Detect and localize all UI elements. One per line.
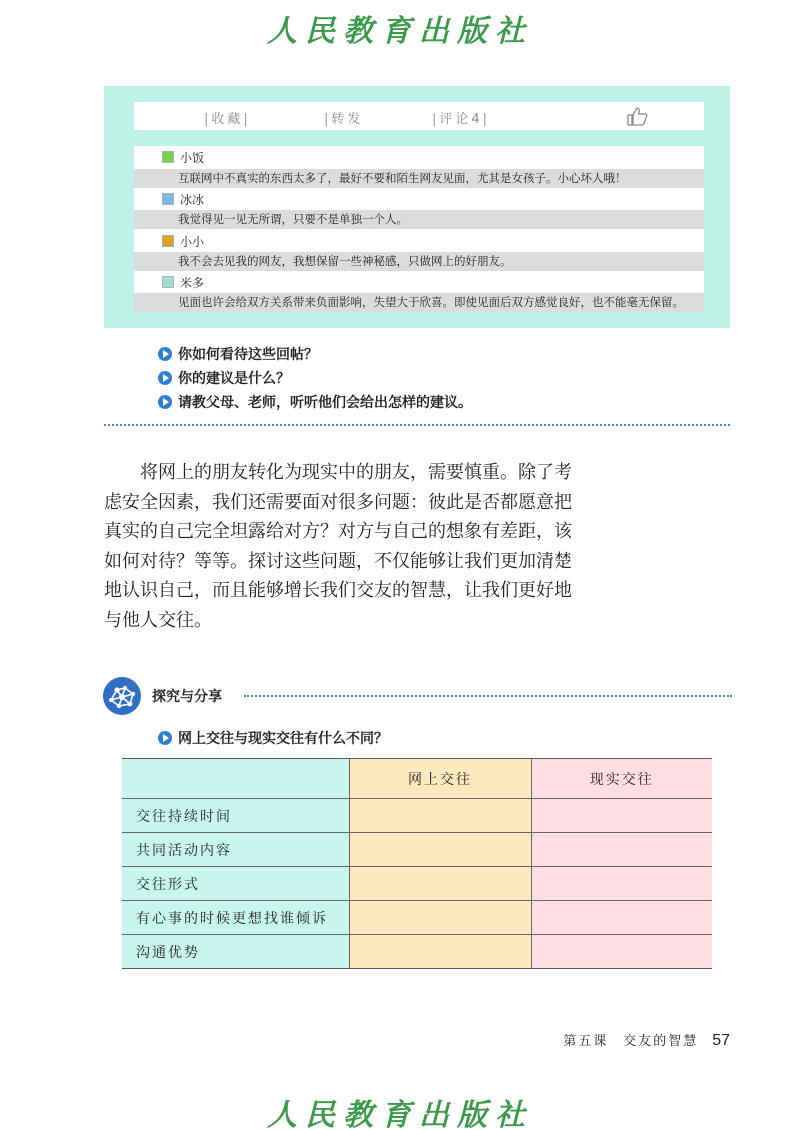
page-footer bbox=[563, 1030, 730, 1050]
table-cell-online[interactable] bbox=[349, 799, 531, 833]
table-cell-offline[interactable] bbox=[531, 799, 712, 833]
publisher-logo-bottom: 人民教育出版社 bbox=[267, 1098, 533, 1130]
body-paragraph: 将网上的朋友转化为现实中的朋友，需要慎重。除了考虑安全因素，我们还需要面对很多问题：彼此是否都愿意把真实的自己完全坦露给对方？对方与自己的想象有差距，该如何对待？等等。探讨这些问题，不仅能够让我们更加清楚地认识自己，而且能够增长我们交友的智慧，让我们更好地与他人交往。 bbox=[104, 462, 572, 631]
table-row bbox=[122, 799, 712, 833]
table-row-label: 交往形式 bbox=[122, 867, 349, 901]
comment-text: 我觉得见一见无所谓，只要不是单独一个人。 bbox=[134, 210, 704, 229]
table-row-label: 有心事的时候更想找谁倾诉 bbox=[122, 901, 349, 935]
table-header-cell bbox=[122, 759, 349, 799]
thumbs-up-icon[interactable] bbox=[626, 106, 648, 126]
arrow-bullet-icon bbox=[158, 371, 172, 385]
table-row bbox=[122, 901, 712, 935]
comparison-table bbox=[122, 758, 712, 969]
table-cell-online[interactable] bbox=[349, 867, 531, 901]
arrow-bullet-icon bbox=[158, 395, 172, 409]
comment-user: 冰冰 bbox=[162, 190, 204, 208]
avatar bbox=[162, 235, 174, 247]
table-cell-offline[interactable] bbox=[531, 935, 712, 969]
comment-user: 小饭 bbox=[162, 148, 204, 166]
arrow-bullet-icon bbox=[158, 731, 172, 745]
publisher-logo-top: 人民教育出版社 bbox=[267, 14, 533, 49]
comment-text: 见面也许会给双方关系带来负面影响，失望大于欣喜。即使见面后双方感觉良好，也不能毫无保留。 bbox=[134, 293, 704, 312]
question-item: 你的建议是什么？ bbox=[158, 368, 290, 388]
forum-post-box bbox=[104, 86, 730, 328]
table-header-cell: 网上交往 bbox=[349, 759, 531, 799]
table-cell-online[interactable] bbox=[349, 901, 531, 935]
explore-share-icon bbox=[102, 676, 142, 716]
table-row-label: 共同活动内容 bbox=[122, 833, 349, 867]
explore-question: 网上交往与现实交往有什么不同？ bbox=[158, 728, 388, 748]
avatar bbox=[162, 193, 174, 205]
table-cell-online[interactable] bbox=[349, 935, 531, 969]
arrow-bullet-icon bbox=[158, 347, 172, 361]
table-cell-offline[interactable] bbox=[531, 867, 712, 901]
avatar bbox=[162, 276, 174, 288]
comment-user: 小小 bbox=[162, 232, 204, 250]
table-header-row bbox=[122, 759, 712, 799]
table-row-label: 沟通优势 bbox=[122, 935, 349, 969]
question-item: 你如何看待这些回帖？ bbox=[158, 344, 318, 364]
forward-action[interactable]: |转发 bbox=[324, 112, 364, 127]
favorite-action[interactable]: |收藏| bbox=[204, 112, 251, 127]
comment-list bbox=[134, 146, 704, 312]
avatar bbox=[162, 151, 174, 163]
table-cell-offline[interactable] bbox=[531, 901, 712, 935]
comment-user: 米多 bbox=[162, 273, 204, 291]
section-title: 探究与分享 bbox=[152, 689, 222, 705]
table-cell-offline[interactable] bbox=[531, 833, 712, 867]
section-divider bbox=[104, 424, 730, 426]
comment-action[interactable]: |评论4| bbox=[432, 112, 491, 127]
section-title-divider bbox=[244, 695, 732, 697]
table-row bbox=[122, 833, 712, 867]
comment-text: 我不会去见我的网友，我想保留一些神秘感，只做网上的好朋友。 bbox=[134, 252, 704, 271]
forum-action-bar bbox=[134, 102, 704, 130]
table-row bbox=[122, 935, 712, 969]
question-item: 请教父母、老师，听听他们会给出怎样的建议。 bbox=[158, 392, 472, 412]
lesson-title: 第五课 交友的智慧 bbox=[563, 1034, 699, 1049]
page-number: 57 bbox=[712, 1032, 730, 1049]
table-row bbox=[122, 867, 712, 901]
comment-text: 互联网中不真实的东西太多了，最好不要和陌生网友见面，尤其是女孩子。小心坏人哦！ bbox=[134, 169, 704, 188]
table-cell-online[interactable] bbox=[349, 833, 531, 867]
table-header-cell: 现实交往 bbox=[531, 759, 712, 799]
table-row-label: 交往持续时间 bbox=[122, 799, 349, 833]
